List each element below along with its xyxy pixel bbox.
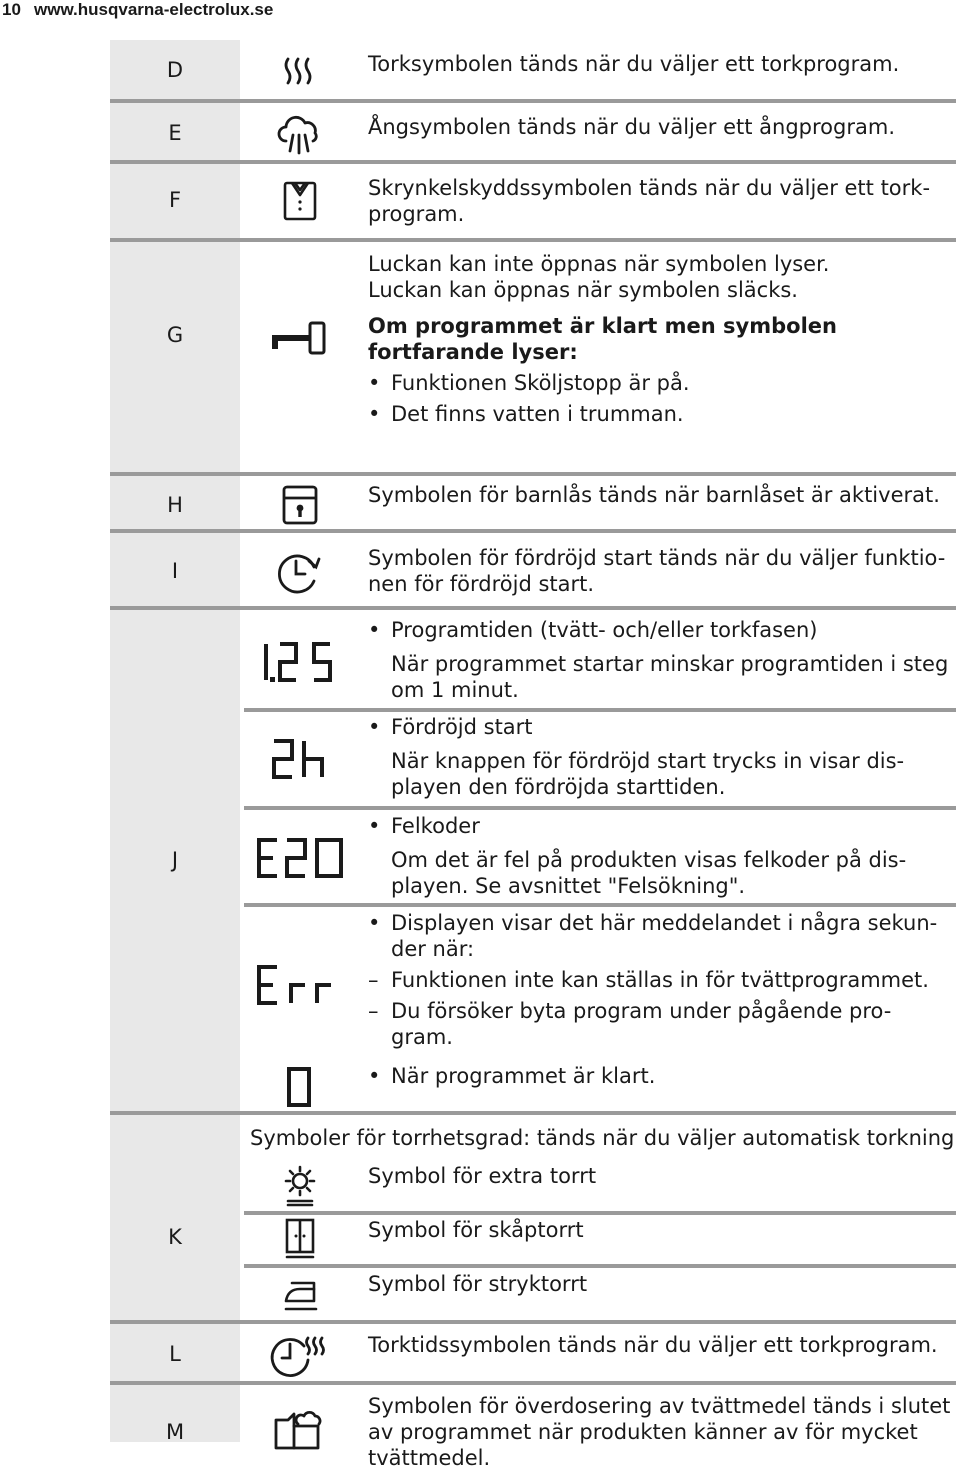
shirt-icon — [282, 180, 318, 222]
list-item: • Det finns vatten i trumman. — [368, 401, 953, 427]
display-delay-icon — [270, 737, 340, 781]
dry-steam-icon — [282, 55, 318, 91]
page-number: 10 — [2, 0, 21, 19]
table-row-l — [110, 1324, 956, 1385]
list-item: • Fördröjd start — [368, 714, 953, 740]
list-item: • Programtiden (tvätt- och/eller torkfasen) — [368, 617, 953, 643]
row-letter: E — [168, 121, 182, 145]
list-item: • När programmet är klart. — [368, 1063, 953, 1089]
display-err-icon — [255, 963, 345, 1007]
table-row-j — [110, 610, 956, 1115]
row-letter: I — [171, 559, 179, 583]
delayed-start-icon — [276, 551, 322, 595]
display-zero-icon — [285, 1065, 315, 1109]
door-lock-key-icon — [270, 321, 330, 355]
overdosing-detergent-icon — [272, 1406, 326, 1450]
item-description: Symbol för skåptorrt — [368, 1218, 584, 1242]
iron-dry-icon — [280, 1277, 320, 1313]
cupboard-dry-icon — [282, 1217, 318, 1261]
symbol-table — [110, 40, 956, 1470]
page-header — [0, 0, 960, 22]
website-url: www.husqvarna-electrolux.se — [34, 0, 274, 19]
drying-time-icon — [272, 1334, 330, 1380]
row-description: Torksymbolen tänds när du väljer ett torkprogram. — [368, 52, 900, 76]
row-description: Symbolen för barnlås tänds när barnlåset är aktiverat. — [368, 483, 940, 507]
row-description: Symbolen för fördröjd start tänds när du väljer funktio-nen för fördröjd start. — [368, 546, 946, 596]
row-letter: J — [171, 848, 179, 872]
item-description: Om det är fel på produkten visas felkoder på dis-playen. Se avsnittet "Felsökning". — [391, 848, 907, 898]
row-letter: F — [168, 188, 182, 212]
row-description: Luckan kan öppnas när symbolen släcks. — [368, 278, 798, 302]
dryness-heading: Symboler för torrhetsgrad: tänds när du väljer automatisk torkning — [250, 1126, 955, 1150]
row-letter: L — [169, 1342, 181, 1366]
row-letter: G — [166, 323, 184, 347]
list-item: • Funktionen Sköljstopp är på. — [368, 370, 953, 396]
row-note-heading: Om programmet är klart men symbolen fortfarande lyser: — [368, 314, 837, 364]
table-row-m — [110, 1385, 956, 1470]
table-row-i — [110, 533, 956, 610]
row-description: Ångsymbolen tänds när du väljer ett ångprogram. — [368, 115, 895, 139]
row-letter: D — [166, 58, 184, 82]
child-lock-icon — [282, 485, 318, 525]
steam-cloud-icon — [276, 113, 324, 157]
table-row-g — [110, 242, 956, 476]
list-subitem: – Du försöker byta program under pågående pro-gram. — [368, 998, 953, 1050]
row-letter: M — [165, 1420, 185, 1444]
table-row-h — [110, 476, 956, 533]
item-description: Symbol för extra torrt — [368, 1164, 597, 1188]
row-letter: K — [168, 1225, 182, 1249]
table-row-k — [110, 1115, 956, 1324]
table-row-e — [110, 103, 956, 164]
row-description: Skrynkelskyddssymbolen tänds när du väljer ett tork-program. — [368, 176, 931, 226]
row-description: Luckan kan inte öppnas när symbolen lyser. — [368, 252, 830, 276]
table-row-f — [110, 164, 956, 242]
extra-dry-sun-icon — [280, 1165, 320, 1207]
row-description: Symbolen för överdosering av tvättmedel tänds i slutet av programmet när produkten känner av för mycket tvättmedel. — [368, 1394, 951, 1470]
display-time-icon — [258, 640, 338, 684]
item-description: När knappen för fördröjd start trycks in visar dis-playen den fördröjda starttiden. — [391, 749, 905, 799]
display-error-code-icon — [255, 836, 347, 880]
item-description: När programmet startar minskar programtiden i steg om 1 minut. — [391, 652, 949, 702]
item-description: Symbol för stryktorrt — [368, 1272, 588, 1296]
list-item: • Felkoder — [368, 813, 953, 839]
table-row-d — [110, 40, 956, 103]
list-item: • Displayen visar det här meddelandet i några sekun-der när: — [368, 910, 953, 962]
list-subitem: – Funktionen inte kan ställas in för tvättprogrammet. — [368, 967, 953, 993]
row-description: Torktidssymbolen tänds när du väljer ett torkprogram. — [368, 1333, 938, 1357]
row-letter: H — [167, 493, 183, 517]
